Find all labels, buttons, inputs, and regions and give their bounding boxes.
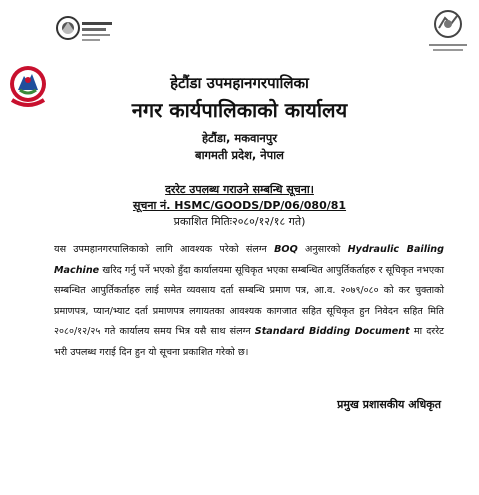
boq-term: BOQ — [274, 244, 298, 255]
bidding-document-term: Standard Bidding Document — [254, 326, 410, 337]
municipality-logo-icon — [56, 14, 116, 48]
signatory-title: प्रमुख प्रशासकीय अधिकृत — [337, 398, 441, 411]
city-tagline-logo-icon — [425, 8, 471, 60]
item-name: Hydraulic Bailing Machine — [54, 244, 444, 276]
address-line-2: बागमती प्रदेश, नेपाल — [195, 148, 284, 162]
publish-date: प्रकाशित मितिः२०८०/१२/१८ गते) — [173, 215, 306, 228]
notice-number: सूचना नं. HSMC/GOODS/DP/06/080/81 — [132, 199, 347, 212]
body-text-1: यस उपमहानगरपालिकाको लागि आवश्यक परेको संलग्न — [54, 244, 275, 255]
municipality-name: हेटौंडा उपमहानगरपालिका — [170, 74, 309, 92]
notice-title: दररेट उपलब्ध गराउने सम्बन्धि सूचना। — [165, 183, 314, 196]
office-name: नगर कार्यपालिकाको कार्यालय — [131, 98, 348, 122]
body-text-4: मा दररेट भरी उपलब्ध गराई दिन हुन यो सूचना प्रकाशित गरेको छ। — [54, 326, 444, 358]
notice-body — [54, 240, 444, 363]
address-line-1: हेटौंडा, मकवानपुर — [201, 131, 278, 145]
body-text-3: खरिद गर्नु पर्ने भएको हुँदा कार्यालयमा सूचिकृत भएका सम्बन्धित आपुर्तिकर्ताहरु र सूचिकृत नभएका सम्बन्धित आपुर्तिकर्ताहरु लाई समेत व्यवसाय दर्ता सम्बन्धि प्रमाण पत्र, आ.व. २०७९/०८० को कर चुक्ताको प्रमाणपत्र, प्यान/भ्याट दर्ता प्रमाणपत्र लगायतका आवश्यक कागजात सहित सूचिकृत हुन निवेदन सहित मिति २०८०/१२/२५ गते कार्यालय समय भित्र यसै साथ संलग्न — [54, 264, 444, 337]
body-text-2: अनुसारको — [297, 244, 348, 255]
